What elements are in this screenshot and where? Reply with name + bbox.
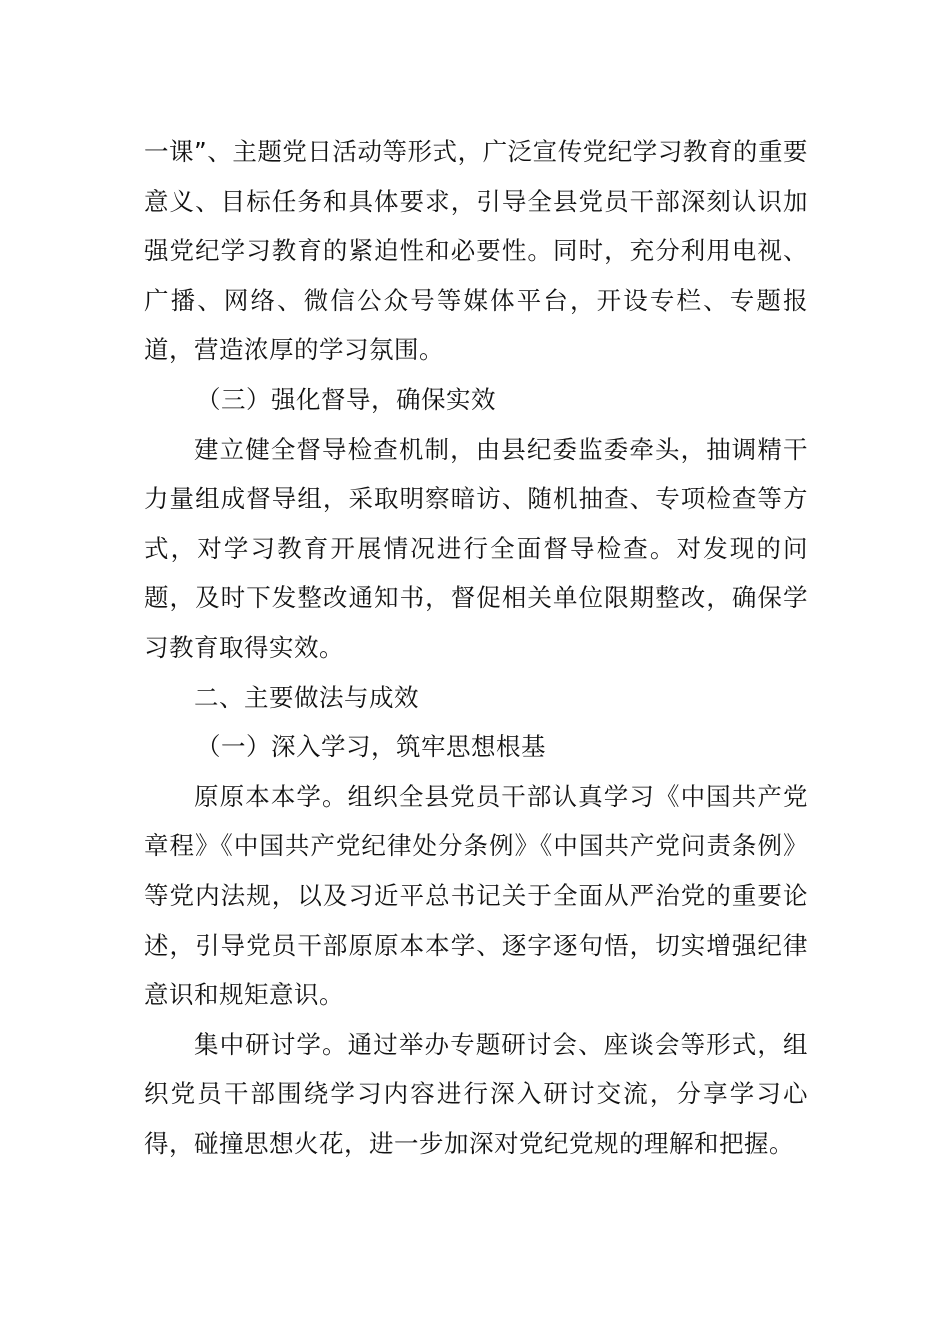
paragraph-group-discussion: 集中研讨学。通过举办专题研讨会、座谈会等形式，组织党员干部围绕学习内容进行深入研讨交流，分享学习心得，碰撞思想火花，进一步加深对党纪党规的理解和把握。 xyxy=(144,1029,808,1158)
subheading-strengthen-supervision: （三）强化督导，确保实效 xyxy=(196,384,496,414)
paragraph-supervision-mechanism: 建立健全督导检查机制，由县纪委监委牵头，抽调精干力量组成督导组，采取明察暗访、随机抽查、专项检查等方式，对学习教育开展情况进行全面督导检查。对发现的问题，及时下发整改通知书，督促相关单位限期整改，确保学习教育取得实效。 xyxy=(144,434,808,662)
heading-main-practices: 二、主要做法与成效 xyxy=(194,682,419,712)
paragraph-continuation: 一课”、主题党日活动等形式，广泛宣传党纪学习教育的重要意义、目标任务和具体要求，引导全县党员干部深刻认识加强党纪学习教育的紧迫性和必要性。同时，充分利用电视、广播、网络、微信公众号等媒体平台，开设专栏、专题报道，营造浓厚的学习氛围。 xyxy=(144,137,808,365)
document-body xyxy=(144,127,808,1168)
paragraph-original-study: 原原本本学。组织全县党员干部认真学习《中国共产党章程》《中国共产党纪律处分条例》《中国共产党问责条例》等党内法规，以及习近平总书记关于全面从严治党的重要论述，引导党员干部原原本本学、逐字逐句悟，切实增强纪律意识和规矩意识。 xyxy=(144,781,808,1010)
subheading-deep-study: （一）深入学习，筑牢思想根基 xyxy=(196,732,546,762)
